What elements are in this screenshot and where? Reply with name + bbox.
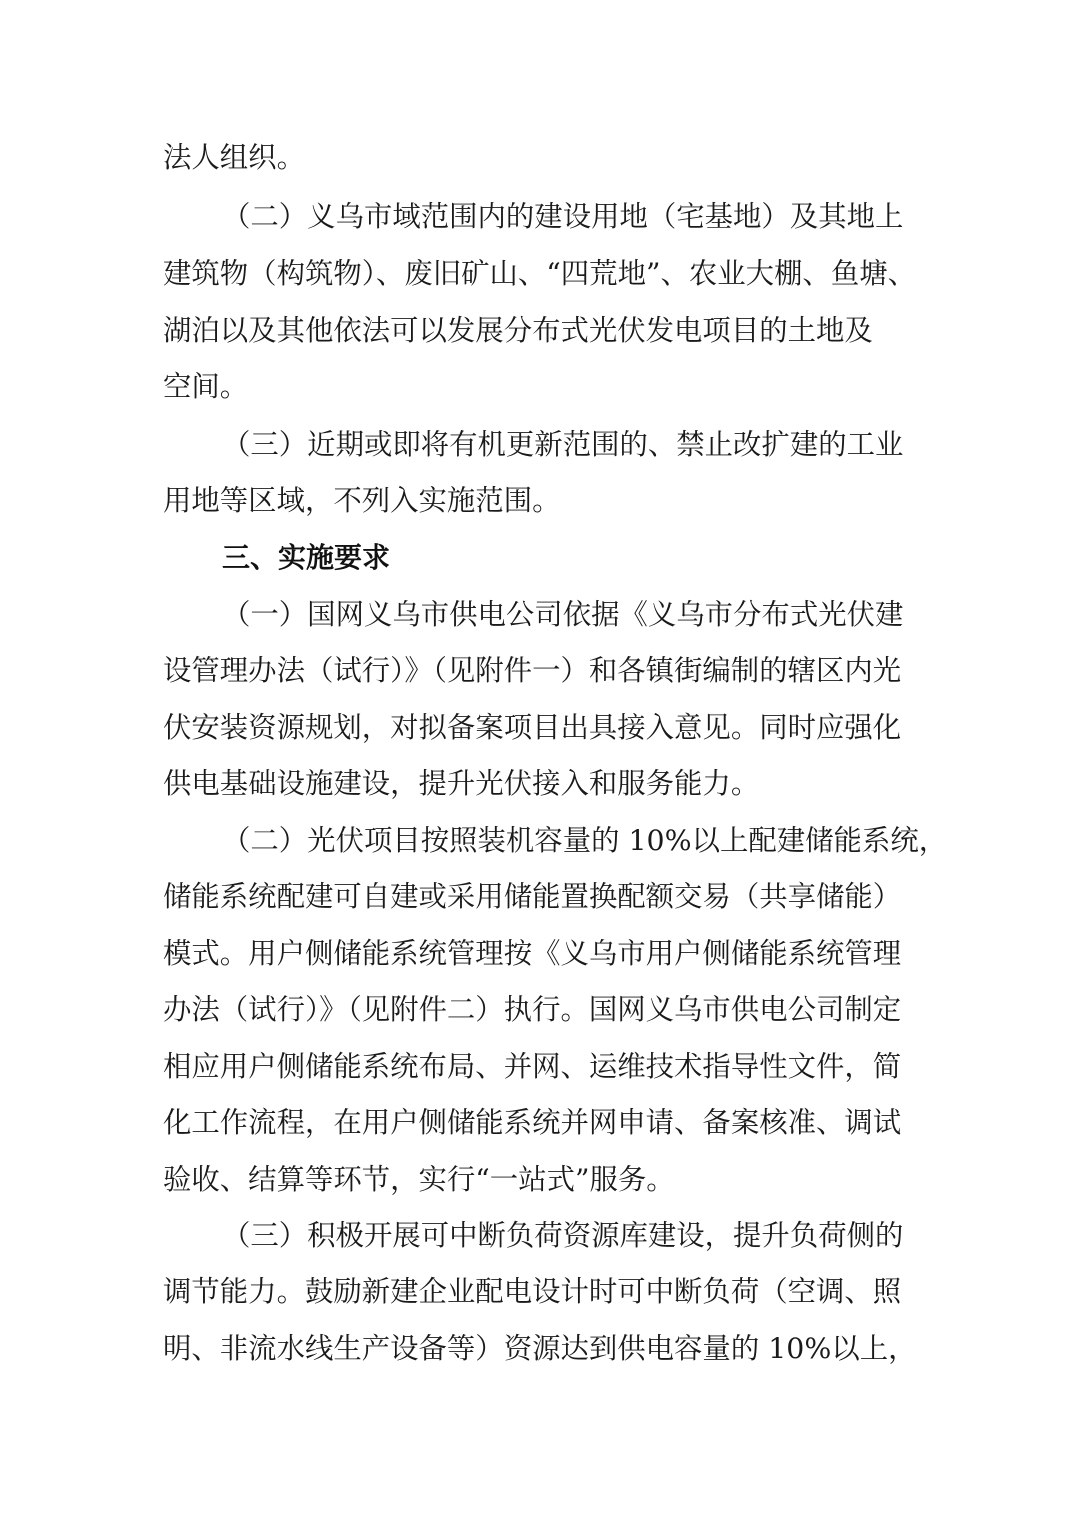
text-line: 供电基础设施建设，提升光伏接入和服务能力。 bbox=[163, 767, 760, 800]
text-line: 湖泊以及其他依法可以发展分布式光伏发电项目的土地及 bbox=[163, 314, 873, 347]
section-heading: 三、实施要求 bbox=[222, 541, 391, 574]
text-line: 验收、结算等环节，实行“一站式”服务。 bbox=[163, 1163, 675, 1196]
text-line: 明、非流水线生产设备等）资源达到供电容量的 10%以上， bbox=[163, 1332, 917, 1365]
text-line: 建筑物（构筑物）、废旧矿山、“四荒地”、农业大棚、鱼塘、 bbox=[163, 257, 916, 290]
text-line: 储能系统配建可自建或采用储能置换配额交易（共享储能） bbox=[163, 880, 902, 913]
text-line: 相应用户侧储能系统布局、并网、运维技术指导性文件，简 bbox=[163, 1050, 902, 1083]
text-line: 设管理办法（试行）》（见附件一）和各镇街编制的辖区内光 bbox=[163, 654, 902, 687]
text-line: 化工作流程，在用户侧储能系统并网申请、备案核准、调试 bbox=[163, 1106, 902, 1139]
text-line: 调节能力。鼓励新建企业配电设计时可中断负荷（空调、照 bbox=[163, 1275, 902, 1308]
text-line: 模式。用户侧储能系统管理按《义乌市用户侧储能系统管理 bbox=[163, 937, 902, 970]
text-line: 法人组织。 bbox=[163, 141, 305, 174]
text-line: 伏安装资源规划，对拟备案项目出具接入意见。同时应强化 bbox=[163, 711, 902, 744]
text-line: （二）光伏项目按照装机容量的 10%以上配建储能系统， bbox=[222, 824, 948, 857]
text-line: 空间。 bbox=[163, 370, 249, 403]
text-line: （三）积极开展可中断负荷资源库建设，提升负荷侧的 bbox=[222, 1219, 904, 1252]
text-line: （三）近期或即将有机更新范围的、禁止改扩建的工业 bbox=[222, 428, 904, 461]
text-line: 用地等区域，不列入实施范围。 bbox=[163, 484, 561, 517]
text-line: 办法（试行）》（见附件二）执行。国网义乌市供电公司制定 bbox=[163, 993, 902, 1026]
text-line: （二）义乌市域范围内的建设用地（宅基地）及其地上 bbox=[222, 200, 904, 233]
text-line: （一）国网义乌市供电公司依据《义乌市分布式光伏建 bbox=[222, 598, 904, 631]
